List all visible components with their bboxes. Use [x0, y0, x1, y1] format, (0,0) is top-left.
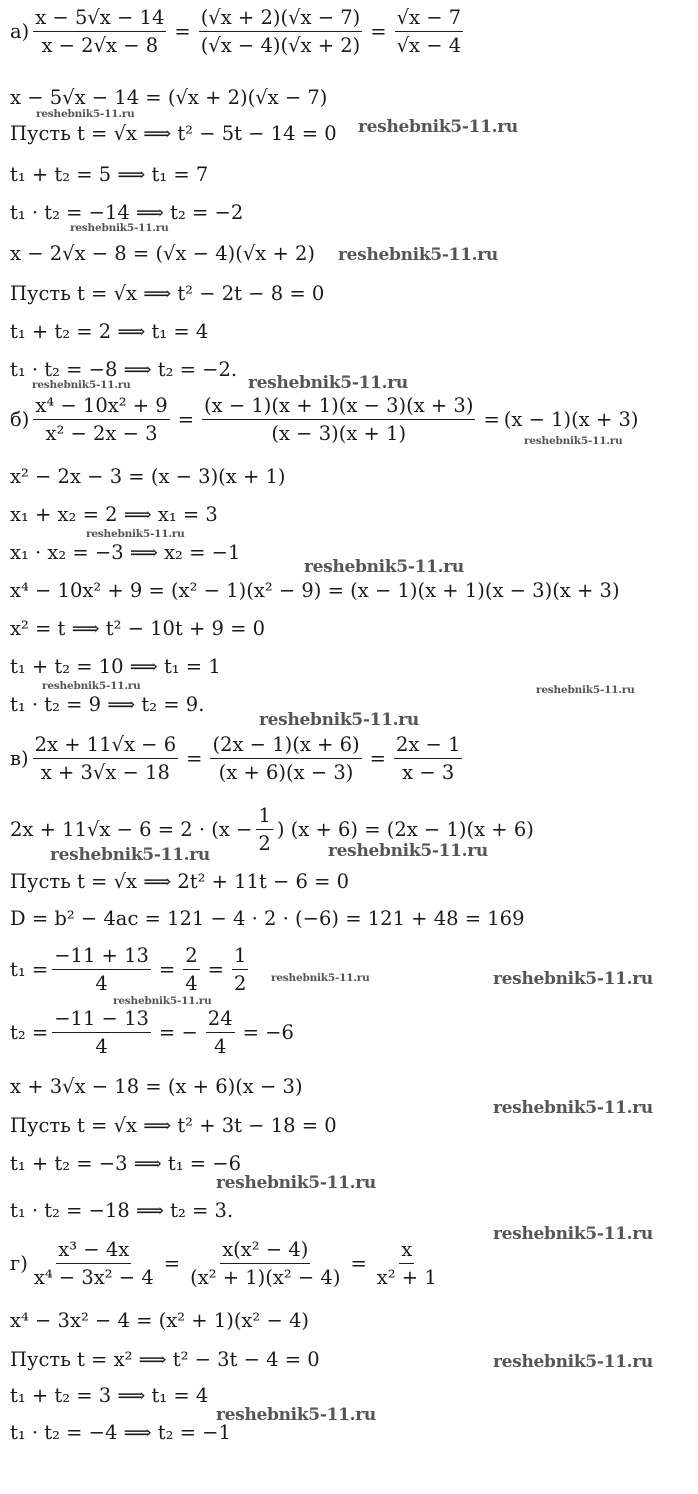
watermark: reshebnik5-11.ru: [304, 557, 464, 577]
fraction: $\frac{\text{x(x² − 4)}}{\text{(x² + 1)(x² − 4)}}$: [190, 1238, 341, 1289]
fraction: $\frac{\text{x⁴ − 10x² + 9}}{\text{x² − 2x − 3}}$: [35, 394, 168, 445]
math-line: x⁴ − 10x² + 9 = (x² − 1)(x² − 9) = (x − 1)(x + 1)(x − 3)(x + 3): [10, 579, 620, 602]
watermark: reshebnik5-11.ru: [524, 435, 623, 447]
watermark: reshebnik5-11.ru: [259, 710, 419, 730]
math-line: x₁ · x₂ = −3 ⟹ x₂ = −1: [10, 541, 241, 564]
watermark: reshebnik5-11.ru: [36, 108, 135, 120]
watermark: reshebnik5-11.ru: [493, 1098, 653, 1118]
part-b-label: б): [10, 408, 30, 431]
math-line: x⁴ − 3x² − 4 = (x² + 1)(x² − 4): [10, 1309, 309, 1332]
math-line: Пусть t = √x ⟹ t² + 3t − 18 = 0: [10, 1114, 337, 1137]
math-line: t₁ + t₂ = 5 ⟹ t₁ = 7: [10, 163, 209, 186]
watermark: reshebnik5-11.ru: [216, 1173, 376, 1193]
math-line: Пусть t = √x ⟹ t² − 5t − 14 = 0: [10, 122, 337, 145]
fraction: $\frac{x - 5√x - 14}{x - 2√x - 8}$: [35, 6, 165, 57]
math-line: Пусть t = x² ⟹ t² − 3t − 4 = 0: [10, 1348, 320, 1371]
watermark: reshebnik5-11.ru: [271, 972, 370, 984]
fraction: $\frac{1}{2}$: [258, 804, 271, 855]
part-b-result: (x − 1)(x + 3): [503, 408, 639, 431]
math-line: t₁ + t₂ = 3 ⟹ t₁ = 4: [10, 1384, 209, 1407]
fraction: $\frac{1}{2}$: [234, 944, 247, 995]
watermark: reshebnik5-11.ru: [338, 245, 498, 265]
math-line: t₁ + t₂ = 2 ⟹ t₁ = 4: [10, 320, 209, 343]
part-v-main-equation: в) $\frac{2x + 11√x - 6}{x + 3√x - 18}$ = $\frac{(2x - 1)(x + 6)}{(x + 6)(x - 3)}$ = $\frac{2x - 1}{x - 3}$: [10, 733, 461, 784]
math-line: t₁ · t₂ = −18 ⟹ t₂ = 3.: [10, 1199, 234, 1222]
watermark: reshebnik5-11.ru: [50, 845, 210, 865]
watermark: reshebnik5-11.ru: [32, 379, 131, 391]
math-line: t₁ · t₂ = −8 ⟹ t₂ = −2.: [10, 358, 238, 381]
math-line: Пусть t = √x ⟹ 2t² + 11t − 6 = 0: [10, 870, 350, 893]
watermark: reshebnik5-11.ru: [42, 680, 141, 692]
math-line: t₁ · t₂ = −4 ⟹ t₂ = −1: [10, 1421, 231, 1444]
part-a-main-equation: а) $\frac{x - 5√x - 14}{x - 2√x - 8}$ = $\frac{(√x + 2)(√x - 7)}{(√x - 4)(√x + 2)}$ = $\frac{√x - 7}{√x - 4}$: [10, 6, 462, 57]
math-line: Пусть t = √x ⟹ t² − 2t − 8 = 0: [10, 282, 325, 305]
watermark: reshebnik5-11.ru: [358, 117, 518, 137]
part-v-t2: t₂ = $\frac{-11 - 13}{4}$ = − $\frac{24}{4}$ = −6: [10, 1007, 294, 1058]
watermark: reshebnik5-11.ru: [328, 841, 488, 861]
math-line: x² = t ⟹ t² − 10t + 9 = 0: [10, 617, 266, 640]
fraction: $\frac{-11 + 13}{4}$: [54, 944, 149, 995]
watermark: reshebnik5-11.ru: [86, 528, 185, 540]
part-v-t1: t₁ = $\frac{-11 + 13}{4}$ = $\frac{2}{4}$ = $\frac{1}{2}$: [10, 944, 247, 995]
fraction: $\frac{\text{x³ − 4x}}{\text{x⁴ − 3x² − 4}}$: [33, 1238, 154, 1289]
part-v-factorization: 2x + 11√x − 6 = 2 · (x − $\frac{1}{2}$ ) (x + 6) = (2x − 1)(x + 6): [10, 804, 534, 855]
watermark: reshebnik5-11.ru: [536, 684, 635, 696]
part-b-main-equation: б) $\frac{\text{x⁴ − 10x² + 9}}{\text{x² − 2x − 3}}$ = $\frac{(x - 1)(x + 1)(x - 3)(x + 3)}{(x - 3)(x + 1)}$ = (x − 1)(x + 3): [10, 394, 639, 445]
watermark: reshebnik5-11.ru: [70, 222, 169, 234]
fraction: $\frac{2x + 11√x - 6}{x + 3√x - 18}$: [34, 733, 177, 784]
math-line: t₁ + t₂ = −3 ⟹ t₁ = −6: [10, 1152, 242, 1175]
part-g-label: г): [10, 1252, 28, 1275]
math-line: x − 5√x − 14 = (√x + 2)(√x − 7): [10, 86, 328, 109]
math-line: x² − 2x − 3 = (x − 3)(x + 1): [10, 465, 286, 488]
watermark: reshebnik5-11.ru: [216, 1405, 376, 1425]
fraction: $\frac{24}{4}$: [207, 1007, 233, 1058]
fraction: $\frac{(2x - 1)(x + 6)}{(x + 6)(x - 3)}$: [212, 733, 360, 784]
watermark: reshebnik5-11.ru: [493, 1352, 653, 1372]
watermark: reshebnik5-11.ru: [248, 373, 408, 393]
watermark: reshebnik5-11.ru: [493, 1224, 653, 1244]
math-line: x₁ + x₂ = 2 ⟹ x₁ = 3: [10, 503, 218, 526]
math-line: x − 2√x − 8 = (√x − 4)(√x + 2): [10, 242, 316, 265]
part-g-main-equation: г) $\frac{\text{x³ − 4x}}{\text{x⁴ − 3x² − 4}}$ = $\frac{\text{x(x² − 4)}}{\text{(x² + 1)(x² − 4)}}$ = $\frac{x}{\text{x² + 1}}$: [10, 1238, 437, 1289]
part-v-label: в): [10, 747, 29, 770]
fraction: $\frac{2x - 1}{x - 3}$: [395, 733, 461, 784]
math-line: t₁ · t₂ = 9 ⟹ t₂ = 9.: [10, 693, 205, 716]
fraction: $\frac{(√x + 2)(√x - 7)}{(√x - 4)(√x + 2)}$: [200, 6, 361, 57]
fraction: $\frac{(x - 1)(x + 1)(x - 3)(x + 3)}{(x - 3)(x + 1)}$: [204, 394, 474, 445]
fraction: $\frac{√x - 7}{√x - 4}$: [396, 6, 462, 57]
watermark: reshebnik5-11.ru: [113, 995, 212, 1007]
fraction: $\frac{2}{4}$: [185, 944, 198, 995]
fraction: $\frac{x}{\text{x² + 1}}$: [376, 1238, 437, 1289]
math-line: x + 3√x − 18 = (x + 6)(x − 3): [10, 1075, 303, 1098]
math-line: t₁ + t₂ = 10 ⟹ t₁ = 1: [10, 655, 221, 678]
part-a-label: а): [10, 20, 30, 43]
math-line: D = b² − 4ac = 121 − 4 · 2 · (−6) = 121 + 48 = 169: [10, 907, 525, 930]
math-line: t₁ · t₂ = −14 ⟹ t₂ = −2: [10, 201, 244, 224]
watermark: reshebnik5-11.ru: [493, 969, 653, 989]
fraction: $\frac{-11 - 13}{4}$: [54, 1007, 149, 1058]
